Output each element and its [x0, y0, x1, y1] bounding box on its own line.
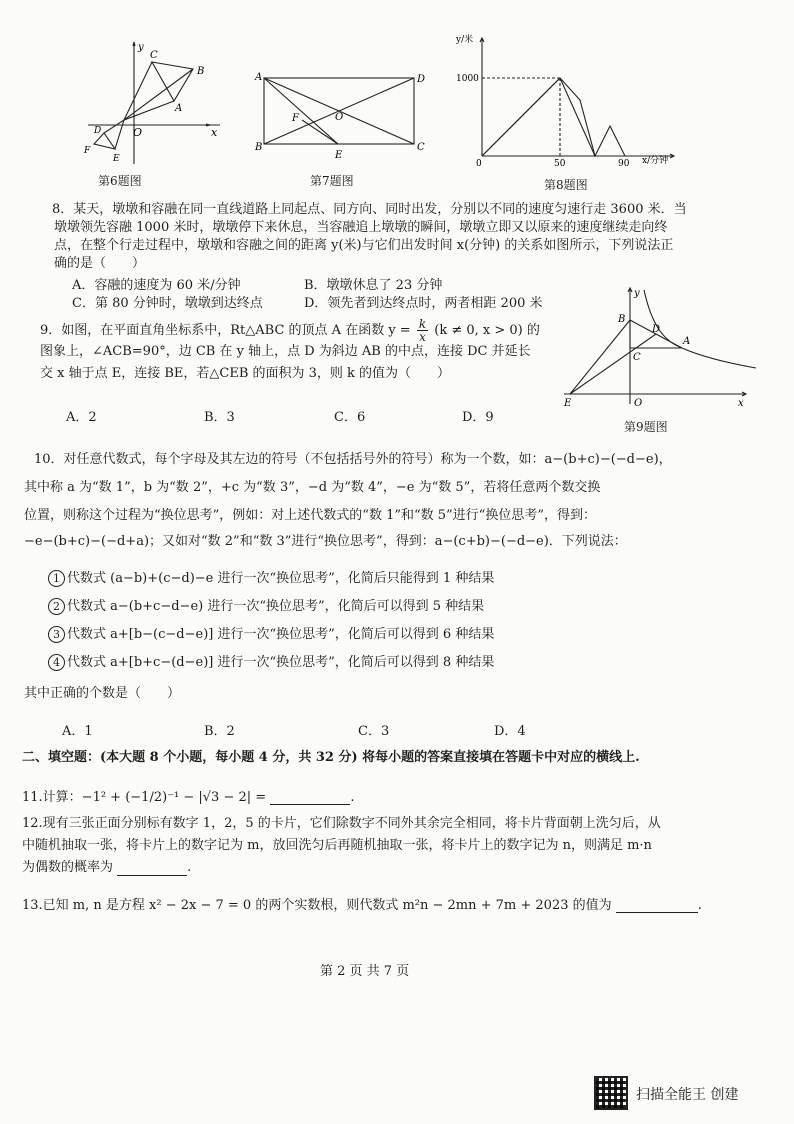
q8-line-4: 确的是（ ）	[54, 256, 146, 271]
fig6-label-f: F	[84, 146, 91, 156]
q10-line-1: 10．对任意代数式，每个字母及其左边的符号（不包括括号外的符号）称为一个数，如：a−(b+c)−(−d−e)，	[34, 452, 672, 467]
fig6-label-o: O	[133, 126, 143, 139]
fig6-label-c: C	[150, 50, 158, 61]
q8-option-b: B．墩墩休息了 23 分钟	[304, 278, 443, 293]
q10-statement-4-text: 代数式 a+[b+c−(d−e)] 进行一次“换位思考”，化简后可以得到 8 种结果	[67, 655, 495, 670]
q12-line-3	[22, 860, 191, 876]
fig8-xtick-90: 90	[618, 159, 630, 169]
fig9-label-a: A	[683, 336, 691, 347]
section-2-heading: 二、填空题：(本大题 8 个小题，每小题 4 分，共 32 分) 将每小题的答案直接填在答题卡中对应的横线上.	[22, 750, 640, 765]
q8-option-c: C．第 80 分钟时，墩墩到达终点	[72, 296, 263, 311]
fig6-label-a: A	[175, 103, 183, 114]
q10-option-d: D．4	[494, 724, 526, 739]
circle-number-3: 3	[48, 626, 65, 643]
q13-answer-blank[interactable]	[616, 898, 698, 913]
q11-text: 11.计算：−1² + (−1/2)⁻¹ − |√3 − 2| =	[22, 790, 267, 805]
fig7-label-a: A	[255, 72, 263, 83]
fig9-label-x: x	[738, 398, 744, 409]
scanner-watermark: 扫描全能王 创建	[636, 1087, 739, 1103]
question-13	[22, 894, 702, 913]
q12-line-3-text: 为偶数的概率为	[22, 860, 114, 875]
figure-6	[78, 36, 228, 168]
q12-line-2: 中随机抽取一张，将卡片上的数字记为 m，放回洗匀后再随机抽取一张，将卡片上的数字记为 n，则满足 m·n	[22, 838, 652, 853]
fig9-label-y: y	[634, 288, 640, 299]
circle-number-2: 2	[48, 598, 65, 615]
question-9	[40, 310, 570, 425]
fig8-origin: 0	[476, 159, 482, 169]
q8-option-a: A．容融的速度为 60 米/分钟	[72, 278, 241, 293]
figure-6-caption: 第6题图	[98, 174, 142, 188]
q9-option-d: D．9	[462, 410, 494, 425]
q11-end: .	[350, 790, 355, 805]
fig7-label-f: F	[292, 113, 299, 124]
fig6-label-b: B	[197, 66, 205, 77]
q8-line-2: 墩墩领先容融 1000 米时，墩墩停下来休息，当容融追上墩墩的瞬间，墩墩立即又以原来的速度继续走向终	[54, 220, 668, 235]
circle-number-1: 1	[48, 570, 65, 587]
q10-statement-4	[48, 654, 494, 671]
fig7-label-c: C	[417, 142, 425, 153]
fig8-xlabel: x/分钟	[642, 156, 669, 166]
fig7-label-d: D	[417, 74, 426, 85]
fig6-label-d: D	[94, 126, 102, 136]
fig8-xtick-50: 50	[554, 159, 566, 169]
q9-line-1	[40, 318, 540, 343]
q11-answer-blank[interactable]	[270, 790, 350, 805]
fig9-label-b: B	[618, 314, 626, 325]
q10-option-c: C．3	[358, 724, 390, 739]
figure-9	[560, 286, 760, 410]
fig8-ytick: 1000	[456, 74, 479, 84]
q9-option-c: C．6	[334, 410, 366, 425]
q8-line-1: 8．某天，墩墩和容融在同一直线道路上同起点、同方向、同时出发，分别以不同的速度匀速行走 3600 米．当	[52, 202, 687, 217]
q10-option-a: A．1	[62, 724, 93, 739]
figure-9-caption: 第9题图	[624, 420, 668, 434]
q13-text: 13.已知 m, n 是方程 x² − 2x − 7 = 0 的两个实数根，则代数式 m²n − 2mn + 7m + 2023 的值为	[22, 898, 612, 913]
fig9-label-o: O	[634, 398, 643, 409]
q12-line-1: 12.现有三张正面分别标有数字 1，2，5 的卡片，它们除数字不同外其余完全相同，将卡片背面朝上洗匀后，从	[22, 816, 661, 831]
fig7-label-o: O	[335, 112, 344, 123]
q9-line-1b: (k ≠ 0, x > 0) 的	[434, 323, 540, 338]
question-10	[24, 452, 764, 742]
fig9-label-e: E	[564, 398, 572, 409]
q8-line-3: 点，在整个行走过程中，墩墩和容融之间的距离 y(米)与它们出发时间 x(分钟) 的关系如图所示，下列说法正	[54, 238, 674, 253]
q9-fraction	[417, 318, 428, 343]
q9-option-b: B．3	[204, 410, 235, 425]
q10-statement-1-text: 代数式 (a−b)+(c−d)−e 进行一次“换位思考”，化简后只能得到 1 种结果	[67, 571, 495, 586]
q10-line-3: 位置，则称这个过程为“换位思考”，例如：对上述代数式的“数 1”和“数 5”进行“换位思考”，得到：	[24, 508, 596, 523]
circle-number-4: 4	[48, 654, 65, 671]
fig6-label-x: x	[211, 126, 218, 139]
q9-line-3: 交 x 轴于点 E，连接 BE，若△CEB 的面积为 3，则 k 的值为（ ）	[40, 366, 451, 381]
figure-7	[252, 68, 432, 160]
q10-statement-3	[48, 626, 494, 643]
q10-line-2: 其中称 a 为“数 1”，b 为“数 2”，+c 为“数 3”，−d 为“数 4”，−e 为“数 5”，若将任意两个数交换	[24, 480, 601, 495]
q10-line-4: −e−(b+c)−(−d+a)；又如对“数 2”和“数 3”进行“换位思考”，得到：a−(c+b)−(−d−e)．下列说法：	[24, 534, 627, 549]
question-12	[22, 816, 772, 880]
q13-end: .	[697, 898, 702, 913]
q9-option-a: A．2	[66, 410, 97, 425]
fig7-label-b: B	[255, 142, 263, 153]
q10-ask: 其中正确的个数是（ ）	[24, 686, 181, 701]
fig9-label-d: D	[652, 324, 661, 335]
q12-answer-blank[interactable]	[117, 861, 187, 876]
figure-8-caption: 第8题图	[544, 178, 588, 192]
fig6-label-e: E	[113, 154, 120, 164]
fig8-ylabel: y/米	[456, 35, 474, 45]
question-11	[22, 786, 354, 805]
q10-statement-1	[48, 570, 494, 587]
q9-fraction-denominator: x	[419, 330, 426, 344]
q8-option-d: D．领先者到达终点时，两者相距 200 米	[304, 296, 543, 311]
q10-option-b: B．2	[204, 724, 235, 739]
fig6-label-y: y	[138, 42, 144, 53]
fig7-label-e: E	[335, 150, 343, 160]
figure-7-caption: 第7题图	[310, 174, 354, 188]
fig9-label-c: C	[633, 352, 641, 363]
page-footer: 第 2 页 共 7 页	[320, 964, 410, 979]
figure-8	[450, 30, 680, 174]
q12-end: .	[187, 860, 192, 875]
q10-statement-2-text: 代数式 a−(b+c−d−e) 进行一次“换位思考”，化简后可以得到 5 种结果	[67, 599, 485, 614]
q9-line-1a: 9．如图，在平面直角坐标系中，Rt△ABC 的顶点 A 在函数 y =	[40, 323, 411, 338]
q9-fraction-numerator: k	[418, 317, 427, 331]
q10-statement-2	[48, 598, 484, 615]
qr-code-icon	[594, 1076, 628, 1110]
q10-statement-3-text: 代数式 a+[b−(c−d−e)] 进行一次“换位思考”，化简后可以得到 6 种结果	[67, 627, 495, 642]
q9-line-2: 图象上，∠ACB=90°，边 CB 在 y 轴上，点 D 为斜边 AB 的中点，连接 DC 并延长	[40, 344, 531, 359]
